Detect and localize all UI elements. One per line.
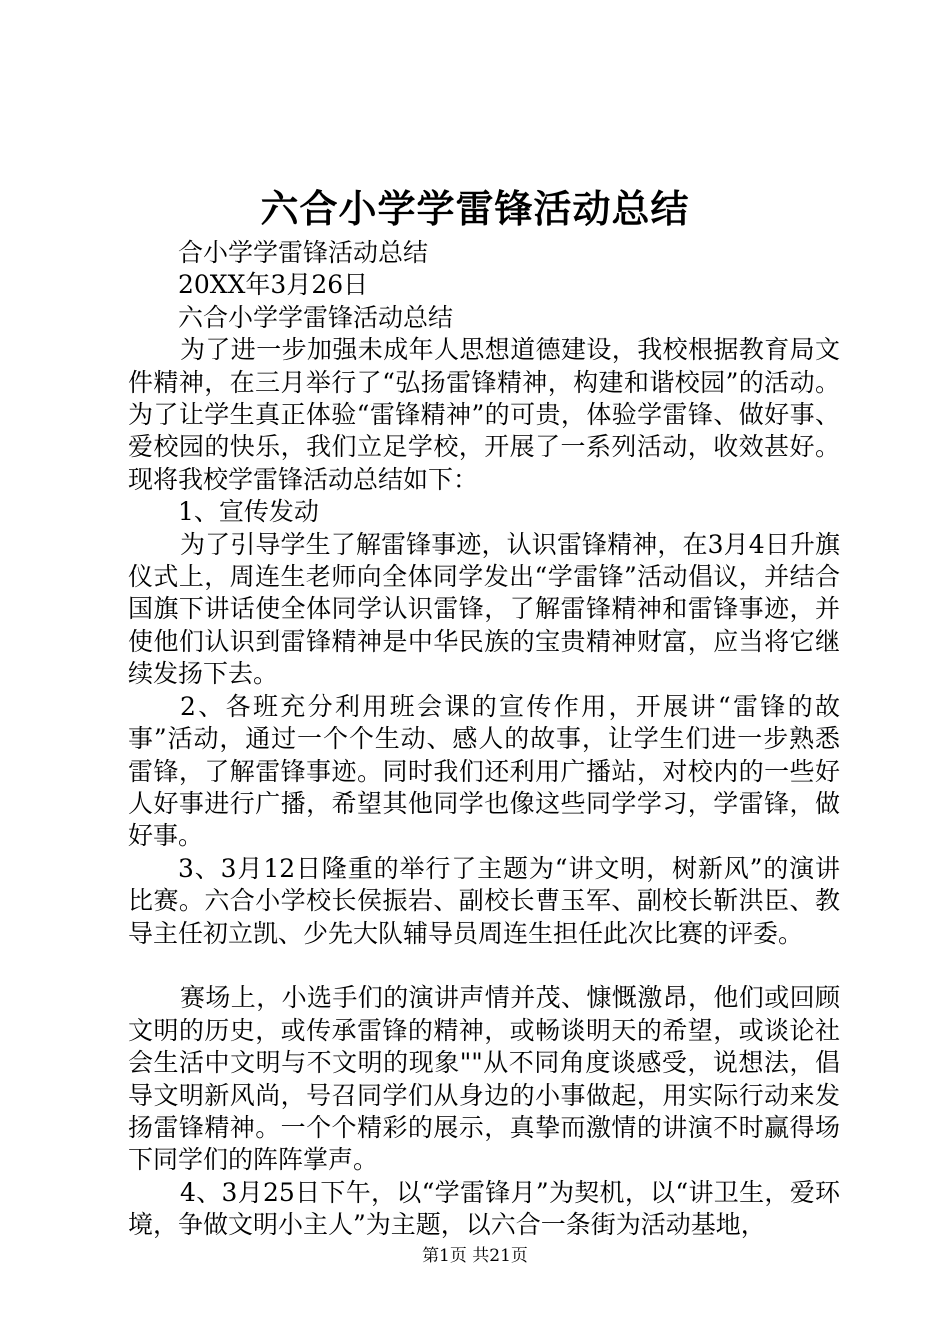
paragraph-contest: 赛场上，小选手们的演讲声情并茂、慷慨激昂，他们或回顾文明的历史，或传承雷锋的精神，或畅谈明天的希望，或谈论社会生活中文明与不文明的现象""从不同角度谈感受，说想法，倡导文明新风尚，号召同学们从身边的小事做起，用实际行动来发扬雷锋精神。一个个精彩的展示，真挚而激情的讲演不时赢得场下同学们的阵阵掌声。 bbox=[128, 983, 840, 1175]
paragraph-flag-ceremony: 为了引导学生了解雷锋事迹，认识雷锋精神，在3月4日升旗仪式上，周连生老师向全体同学发出“学雷锋”活动倡议，并结合国旗下讲话使全体同学认识雷锋，了解雷锋精神和雷锋事迹，并使他们认识到雷锋精神是中华民族的宝贵精神财富，应当将它继续发扬下去。 bbox=[128, 529, 840, 689]
paragraph-item-2: 2、各班充分利用班会课的宣传作用，开展讲“雷锋的故事”活动，通过一个个生动、感人的故事，让学生们进一步熟悉雷锋，了解雷锋事迹。同时我们还利用广播站，对校内的一些好人好事进行广播，希望其他同学也像这些同学学习，学雷锋，做好事。 bbox=[128, 691, 840, 851]
section-heading-1: 1、宣传发动 bbox=[178, 497, 319, 527]
heading-line: 六合小学学雷锋活动总结 bbox=[178, 302, 454, 332]
date-line: 20XX年3月26日 bbox=[178, 270, 369, 300]
document-title: 六合小学学雷锋活动总结 bbox=[260, 186, 690, 231]
page-number-footer: 第1页 共21页 bbox=[422, 1246, 528, 1266]
document-body bbox=[128, 237, 840, 1242]
paragraph-item-3: 3、3月12日隆重的举行了主题为“讲文明，树新风”的演讲比赛。六合小学校长侯振岩、副校长曹玉军、副校长靳洪臣、教导主任初立凯、少先大队辅导员周连生担任此次比赛的评委。 bbox=[128, 853, 840, 948]
paragraph-item-4: 4、3月25日下午，以“学雷锋月”为契机，以“讲卫生，爱环境，争做文明小主人”为主题，以六合一条街为活动基地， bbox=[128, 1177, 840, 1240]
intro-paragraph: 为了进一步加强未成年人思想道德建设，我校根据教育局文件精神，在三月举行了“弘扬雷锋精神，构建和谐校园”的活动。为了让学生真正体验“雷锋精神”的可贵，体验学雷锋、做好事、爱校园的快乐，我们立足学校，开展了一系列活动，收效甚好。现将我校学雷锋活动总结如下： bbox=[128, 335, 840, 494]
subtitle-line: 合小学学雷锋活动总结 bbox=[178, 238, 429, 267]
blank-line bbox=[128, 950, 840, 982]
